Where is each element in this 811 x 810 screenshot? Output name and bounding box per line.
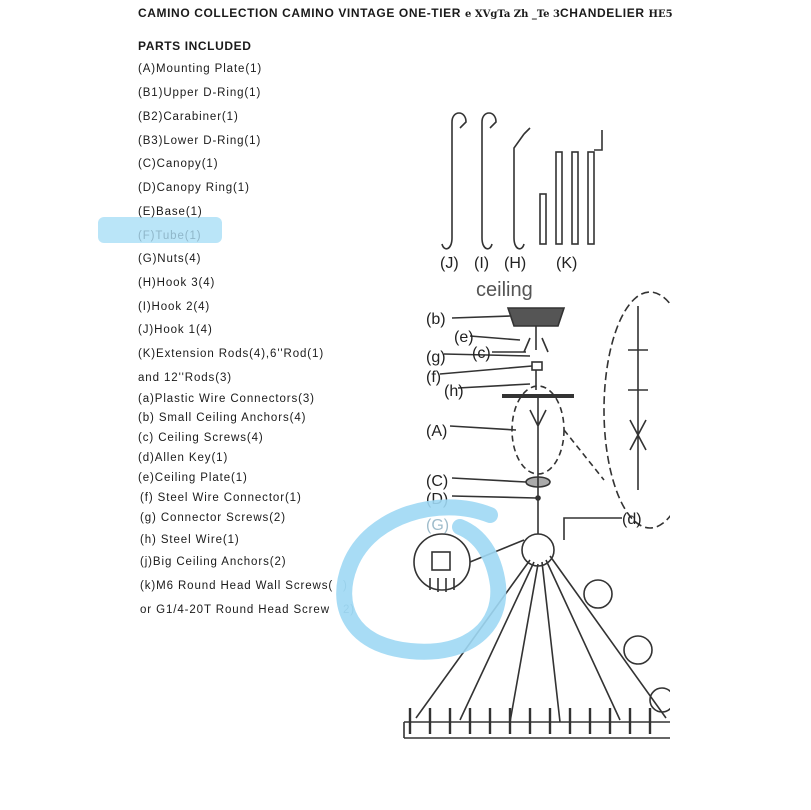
title-garbled: e XVgTa Zh _Te 3	[464, 9, 560, 20]
callout-label: (d)	[622, 511, 642, 528]
part-item: (b) Small Ceiling Anchors(4)	[138, 412, 307, 424]
rod-short	[540, 194, 546, 244]
callout-leaders	[440, 316, 622, 540]
callout-label: (G)	[426, 517, 450, 534]
title-main: CAMINO COLLECTION CAMINO VINTAGE ONE-TIER	[138, 6, 462, 20]
ceiling-label: ceiling	[476, 279, 533, 301]
callout-label: (g)	[426, 349, 446, 366]
part-item: (B2)Carabiner(1)	[138, 111, 239, 123]
callout-label: (h)	[444, 383, 464, 400]
hook-label: (H)	[504, 255, 527, 272]
canopy-inner	[530, 396, 546, 466]
title-code: HE5	[648, 9, 673, 20]
hook-i-shape	[482, 113, 496, 249]
callout-label: (b)	[426, 311, 446, 328]
part-item: (D)Canopy Ring(1)	[138, 182, 250, 194]
part-item: or G1/4-20T Round Head Screw	[140, 604, 330, 616]
part-item: (C)Canopy(1)	[138, 158, 219, 170]
hook-label: (K)	[556, 255, 578, 272]
part-item: and 12''Rods(3)	[138, 372, 232, 384]
part-item: (E)Base(1)	[138, 206, 203, 218]
rod-long	[588, 152, 594, 244]
part-item: (d)Allen Key(1)	[138, 452, 229, 464]
right-detail-ellipse	[604, 292, 670, 528]
part-item: (e)Ceiling Plate(1)	[138, 472, 248, 484]
candle-holders	[410, 708, 650, 734]
canopy-ring-shape	[536, 496, 540, 500]
part-item: (G)Nuts(4)	[138, 253, 202, 265]
base-sphere	[522, 534, 554, 566]
part-item: (g) Connector Screws(2)	[140, 512, 286, 524]
installation-diagram	[390, 90, 670, 755]
page-title	[138, 6, 678, 20]
allen-key-shape	[594, 130, 602, 150]
part-item: (H)Hook 3(4)	[138, 277, 216, 289]
hook-label: (J)	[440, 255, 459, 272]
part-item: (k)M6 Round Head Wall Screws(	[140, 580, 334, 592]
part-item: (K)Extension Rods(4),6''Rod(1)	[138, 348, 325, 360]
callout-label: (c)	[472, 345, 491, 362]
part-item: (B1)Upper D-Ring(1)	[138, 87, 262, 99]
callout-label: (f)	[426, 369, 442, 386]
callout-label: (D)	[426, 491, 449, 508]
part-item: (j)Big Ceiling Anchors(2)	[140, 556, 287, 568]
rod-long	[556, 152, 562, 244]
callout-label: (e)	[454, 329, 474, 346]
wire-connector-shape	[532, 362, 542, 370]
inset-circle	[414, 534, 470, 590]
part-item: (f) Steel Wire Connector(1)	[140, 492, 302, 504]
hook-j-shape	[442, 113, 466, 249]
hook-h-shape	[514, 128, 530, 249]
part-item: (J)Hook 1(4)	[138, 324, 213, 336]
inset-fitting	[432, 552, 450, 570]
part-item: (I)Hook 2(4)	[138, 301, 211, 313]
ceiling-wires	[524, 326, 548, 352]
rod-long	[572, 152, 578, 244]
arm-detail-circle	[624, 636, 652, 664]
part-item: (A)Mounting Plate(1)	[138, 63, 263, 75]
parts-heading: PARTS INCLUDED	[138, 39, 252, 53]
callout-label: (A)	[426, 423, 448, 440]
part-item: (a)Plastic Wire Connectors(3)	[138, 393, 315, 405]
part-item-highlighted: (F)Tube(1)	[138, 230, 202, 242]
right-detail-parts	[628, 306, 648, 490]
part-item-tail: )	[343, 580, 348, 592]
detail-link	[564, 430, 604, 480]
hook-label: (I)	[474, 255, 490, 272]
callout-label: (C)	[426, 473, 449, 490]
part-item: (c) Ceiling Screws(4)	[138, 432, 264, 444]
title-tail: CHANDELIER	[559, 6, 645, 20]
diagram-svg	[390, 90, 670, 750]
part-item: (B3)Lower D-Ring(1)	[138, 135, 262, 147]
ceiling-plate-shape	[508, 308, 564, 326]
part-item-tail: 2)	[343, 604, 356, 616]
inset-link	[470, 540, 524, 562]
arm-detail-circle	[584, 580, 612, 608]
part-item: (h) Steel Wire(1)	[140, 534, 240, 546]
